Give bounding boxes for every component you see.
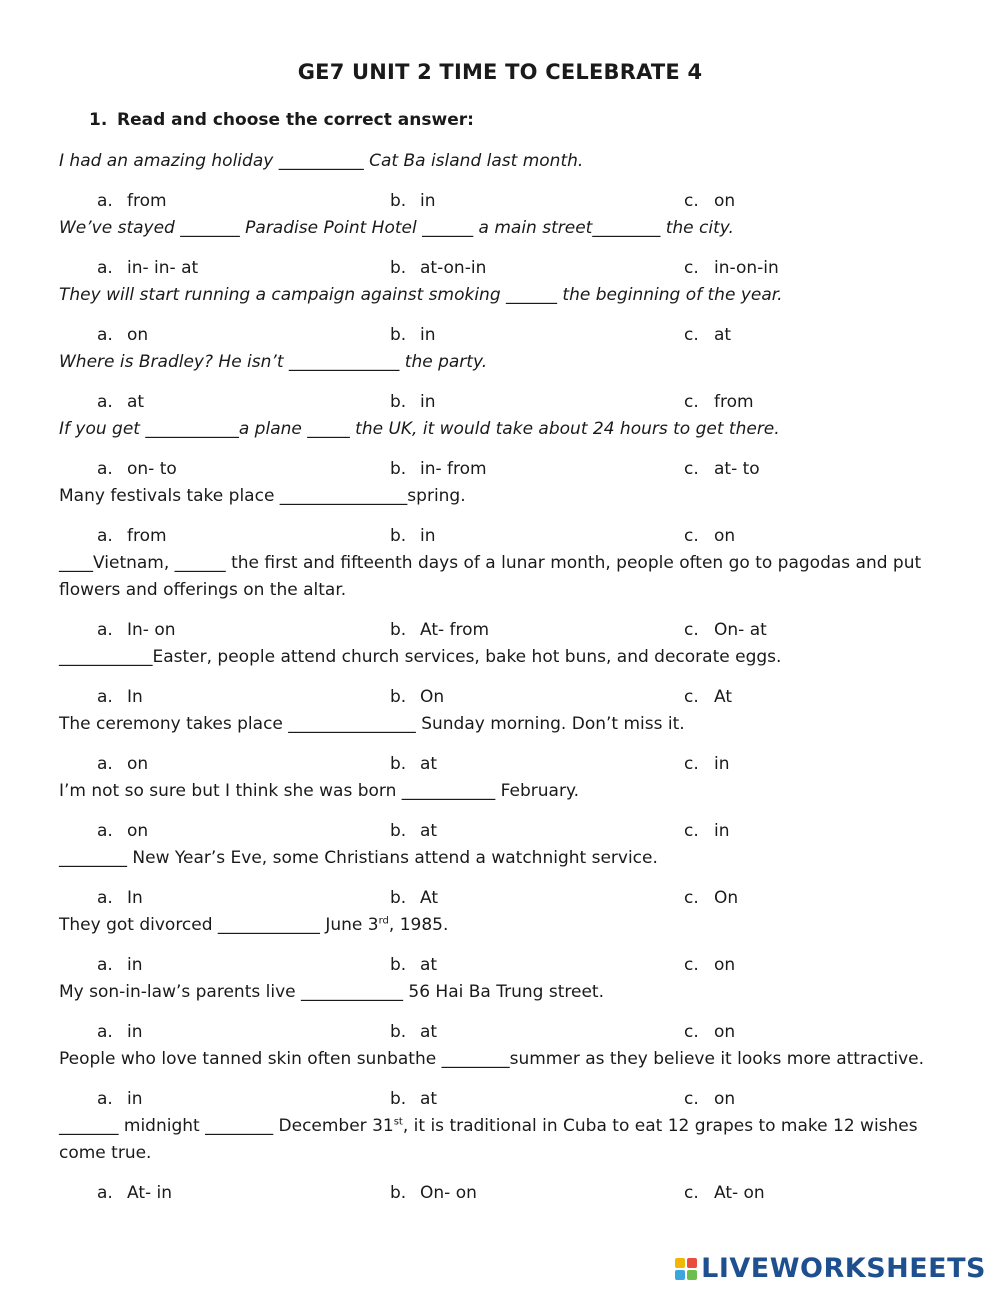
option-letter: c. <box>684 325 699 345</box>
question-text <box>59 1113 949 1167</box>
answer-option-a[interactable] <box>97 952 143 979</box>
answer-options <box>59 1180 949 1207</box>
answer-option-a[interactable] <box>97 1086 143 1113</box>
answer-option-b[interactable] <box>390 1086 437 1113</box>
question-text <box>59 282 949 309</box>
option-text: in <box>714 821 730 841</box>
option-letter: a. <box>97 191 113 211</box>
question-text-part: , it is traditional in Cuba to eat 12 grapes to make 12 wishes come true. <box>59 1116 918 1163</box>
question-text-part: The ceremony takes place _______________ Sunday morning. Don’t miss it. <box>59 714 685 734</box>
answer-options <box>59 1019 949 1046</box>
answer-option-b[interactable] <box>390 952 437 979</box>
question-text <box>59 215 949 242</box>
option-text: on <box>714 191 736 211</box>
answer-options <box>59 389 949 416</box>
option-letter: b. <box>390 687 407 707</box>
option-text: at <box>420 955 438 975</box>
question-text <box>59 349 949 376</box>
question-item <box>59 349 949 416</box>
option-text: at <box>420 1022 438 1042</box>
question-item <box>59 550 949 644</box>
question-text <box>59 1046 949 1073</box>
instruction-text: Read and choose the correct answer: <box>117 110 474 130</box>
option-text: in <box>127 1022 143 1042</box>
option-letter: c. <box>684 821 699 841</box>
question-text <box>59 148 949 175</box>
option-text: On <box>420 687 445 707</box>
question-text <box>59 711 949 738</box>
option-letter: b. <box>390 459 407 479</box>
ordinal-suffix: st <box>393 1116 403 1128</box>
option-text: on <box>127 754 149 774</box>
answer-options <box>59 1086 949 1113</box>
question-text <box>59 416 949 443</box>
option-text: in <box>420 392 436 412</box>
question-item <box>59 979 949 1046</box>
option-text: on <box>127 325 149 345</box>
answer-option-a[interactable] <box>97 322 148 349</box>
option-letter: c. <box>684 392 699 412</box>
option-text: at <box>714 325 732 345</box>
option-text: on <box>714 1089 736 1109</box>
answer-option-c[interactable] <box>684 255 779 282</box>
answer-option-c[interactable] <box>684 684 732 711</box>
answer-option-a[interactable] <box>97 818 148 845</box>
answer-options <box>59 456 949 483</box>
answer-options <box>59 952 949 979</box>
option-text: at <box>420 754 438 774</box>
question-item <box>59 845 949 912</box>
question-text-part: I’m not so sure but I think she was born ___________ February. <box>59 781 579 801</box>
instruction-number: 1. <box>89 110 108 130</box>
option-letter: c. <box>684 1183 699 1203</box>
option-letter: a. <box>97 1183 113 1203</box>
option-letter: c. <box>684 754 699 774</box>
option-letter: a. <box>97 392 113 412</box>
answer-option-a[interactable] <box>97 456 177 483</box>
worksheet-title: GE7 UNIT 2 TIME TO CELEBRATE 4 <box>297 60 703 84</box>
answer-option-a[interactable] <box>97 389 144 416</box>
option-letter: b. <box>390 821 407 841</box>
logo-icon-square <box>687 1270 697 1280</box>
question-text-part: ____Vietnam, ______ the first and fifteenth days of a lunar month, people often go to pagodas and put flowers and offerings on the altar. <box>59 553 922 600</box>
question-text <box>59 483 949 510</box>
question-text-part: People who love tanned skin often sunbathe ________summer as they believe it looks more attractive. <box>59 1049 925 1069</box>
answer-option-b[interactable] <box>390 523 436 550</box>
answer-option-a[interactable] <box>97 255 198 282</box>
question-item <box>59 1113 949 1207</box>
option-text: at- to <box>714 459 760 479</box>
question-item <box>59 644 949 711</box>
option-text: In <box>127 687 143 707</box>
question-list <box>59 148 949 1207</box>
question-item <box>59 711 949 778</box>
answer-option-c[interactable] <box>684 322 731 349</box>
option-text: At- on <box>714 1183 765 1203</box>
option-text: in- from <box>420 459 487 479</box>
option-text: At- in <box>127 1183 173 1203</box>
answer-option-a[interactable] <box>97 751 148 778</box>
answer-options <box>59 255 949 282</box>
logo-icon <box>675 1258 697 1280</box>
option-letter: a. <box>97 526 113 546</box>
option-letter: b. <box>390 888 407 908</box>
option-letter: c. <box>684 258 699 278</box>
option-text: on <box>714 1022 736 1042</box>
answer-option-b[interactable] <box>390 1019 437 1046</box>
answer-option-a[interactable] <box>97 617 176 644</box>
option-letter: b. <box>390 1183 407 1203</box>
option-text: in- in- at <box>127 258 199 278</box>
option-text: at <box>127 392 145 412</box>
answer-options <box>59 322 949 349</box>
answer-option-a[interactable] <box>97 1180 172 1207</box>
option-text: on <box>714 526 736 546</box>
option-text: in <box>420 325 436 345</box>
answer-options <box>59 523 949 550</box>
question-text-part: We’ve stayed _______ Paradise Point Hotel ______ a main street________ the city. <box>59 218 734 238</box>
question-text <box>59 979 949 1006</box>
option-letter: b. <box>390 526 407 546</box>
option-letter: b. <box>390 620 407 640</box>
option-letter: b. <box>390 258 407 278</box>
option-letter: b. <box>390 1089 407 1109</box>
option-letter: c. <box>684 191 699 211</box>
option-text: In <box>127 888 143 908</box>
answer-option-b[interactable] <box>390 188 436 215</box>
question-text <box>59 644 949 671</box>
answer-option-c[interactable] <box>684 1086 735 1113</box>
option-text: at-on-in <box>420 258 487 278</box>
option-letter: c. <box>684 687 699 707</box>
answer-option-c[interactable] <box>684 818 730 845</box>
option-letter: a. <box>97 754 113 774</box>
option-text: At- from <box>420 620 490 640</box>
answer-option-a[interactable] <box>97 885 143 912</box>
option-text: on- to <box>127 459 177 479</box>
logo-icon-square <box>675 1270 685 1280</box>
question-text-part: ________ New Year’s Eve, some Christians attend a watchnight service. <box>59 848 658 868</box>
answer-options <box>59 684 949 711</box>
answer-option-b[interactable] <box>390 617 489 644</box>
option-letter: a. <box>97 1089 113 1109</box>
option-text: from <box>127 191 167 211</box>
option-text: on <box>127 821 149 841</box>
option-letter: a. <box>97 955 113 975</box>
answer-options <box>59 751 949 778</box>
answer-option-c[interactable] <box>684 389 754 416</box>
option-text: from <box>714 392 754 412</box>
answer-option-b[interactable] <box>390 1180 477 1207</box>
question-text-part: They got divorced ____________ June 3 <box>59 915 379 935</box>
question-item <box>59 912 949 979</box>
option-letter: b. <box>390 955 407 975</box>
option-letter: c. <box>684 459 699 479</box>
question-item <box>59 148 949 215</box>
answer-option-c[interactable] <box>684 952 735 979</box>
answer-option-c[interactable] <box>684 751 730 778</box>
option-letter: b. <box>390 191 407 211</box>
option-letter: a. <box>97 325 113 345</box>
answer-option-c[interactable] <box>684 617 767 644</box>
question-text-part: If you get ___________a plane _____ the UK, it would take about 24 hours to get there. <box>59 419 780 439</box>
question-item <box>59 483 949 550</box>
logo-icon-square <box>675 1258 685 1268</box>
answer-options <box>59 818 949 845</box>
option-text: In- on <box>127 620 176 640</box>
question-item <box>59 778 949 845</box>
option-letter: b. <box>390 325 407 345</box>
answer-option-b[interactable] <box>390 322 436 349</box>
question-item <box>59 282 949 349</box>
answer-option-b[interactable] <box>390 684 444 711</box>
option-letter: c. <box>684 955 699 975</box>
option-letter: b. <box>390 392 407 412</box>
instruction <box>89 110 474 130</box>
answer-option-c[interactable] <box>684 1019 735 1046</box>
answer-option-c[interactable] <box>684 885 738 912</box>
answer-option-c[interactable] <box>684 188 735 215</box>
option-text: in <box>420 191 436 211</box>
option-letter: c. <box>684 526 699 546</box>
liveworksheets-logo <box>675 1253 986 1284</box>
answer-options <box>59 885 949 912</box>
option-text: On- on <box>420 1183 477 1203</box>
option-text: in <box>127 955 143 975</box>
option-letter: a. <box>97 620 113 640</box>
option-letter: a. <box>97 1022 113 1042</box>
answer-option-b[interactable] <box>390 456 487 483</box>
option-text: in <box>420 526 436 546</box>
option-letter: a. <box>97 888 113 908</box>
option-text: in <box>714 754 730 774</box>
question-text-part: Many festivals take place _______________spring. <box>59 486 466 506</box>
answer-option-c[interactable] <box>684 523 735 550</box>
option-letter: c. <box>684 1089 699 1109</box>
option-text: On <box>714 888 739 908</box>
question-text-part: , 1985. <box>388 915 449 935</box>
option-text: at <box>420 1089 438 1109</box>
question-text <box>59 550 949 604</box>
answer-options <box>59 188 949 215</box>
option-letter: c. <box>684 1022 699 1042</box>
answer-option-c[interactable] <box>684 1180 765 1207</box>
answer-option-b[interactable] <box>390 885 438 912</box>
option-letter: a. <box>97 821 113 841</box>
question-item <box>59 215 949 282</box>
answer-option-b[interactable] <box>390 389 436 416</box>
question-text <box>59 778 949 805</box>
option-text: On- at <box>714 620 767 640</box>
option-letter: b. <box>390 754 407 774</box>
question-text <box>59 912 949 939</box>
question-text-part: Where is Bradley? He isn’t _____________ the party. <box>59 352 488 372</box>
logo-icon-square <box>687 1258 697 1268</box>
option-text: from <box>127 526 167 546</box>
question-text-part: _______ midnight ________ December 31 <box>59 1116 394 1136</box>
option-letter: c. <box>684 888 699 908</box>
question-text-part: They will start running a campaign against smoking ______ the beginning of the year. <box>59 285 783 305</box>
question-text <box>59 845 949 872</box>
option-letter: c. <box>684 620 699 640</box>
question-text-part: ___________Easter, people attend church services, bake hot buns, and decorate eggs. <box>59 647 782 667</box>
question-text-part: My son-in-law’s parents live ____________ 56 Hai Ba Trung street. <box>59 982 604 1002</box>
option-letter: a. <box>97 258 113 278</box>
answer-option-c[interactable] <box>684 456 760 483</box>
answer-option-a[interactable] <box>97 523 167 550</box>
answer-option-b[interactable] <box>390 751 437 778</box>
question-text-part: I had an amazing holiday __________ Cat Ba island last month. <box>59 151 584 171</box>
question-item <box>59 416 949 483</box>
option-text: on <box>714 955 736 975</box>
option-text: at <box>420 821 438 841</box>
option-letter: b. <box>390 1022 407 1042</box>
option-letter: a. <box>97 687 113 707</box>
option-text: in <box>127 1089 143 1109</box>
ordinal-suffix: rd <box>378 915 389 927</box>
question-item <box>59 1046 949 1113</box>
answer-options <box>59 617 949 644</box>
option-text: in-on-in <box>714 258 779 278</box>
answer-option-a[interactable] <box>97 684 143 711</box>
logo-text: LIVEWORKSHEETS <box>701 1253 986 1284</box>
answer-option-b[interactable] <box>390 818 437 845</box>
answer-option-a[interactable] <box>97 188 167 215</box>
option-text: At <box>420 888 438 908</box>
option-letter: a. <box>97 459 113 479</box>
answer-option-b[interactable] <box>390 255 486 282</box>
option-text: At <box>714 687 732 707</box>
answer-option-a[interactable] <box>97 1019 143 1046</box>
